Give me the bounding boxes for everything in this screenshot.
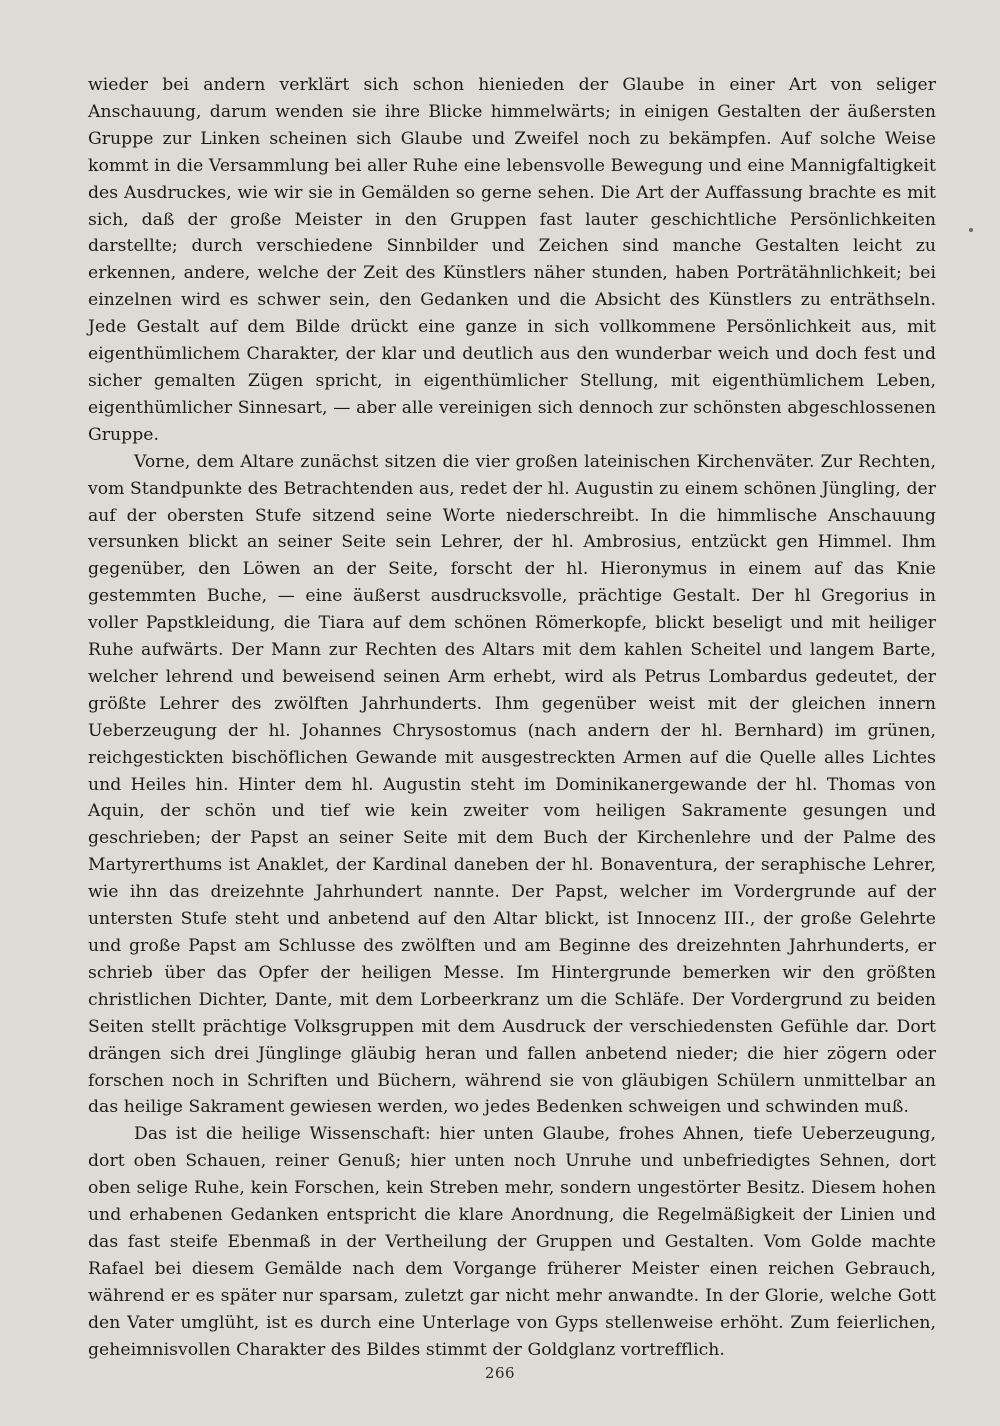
- paragraph-holy-science: Das ist die heilige Wissenschaft: hier unten Glaube, frohes Ahnen, tiefe Ueberzeugung, dort oben Schauen, reiner Genuß; hier unten noch Unruhe und unbefriedigtes Sehnen, dort oben selige Ruhe, kein Forschen, kein Streben mehr, sondern ungestörter Besitz. Diesem hohen und erhabenen Gedanken entspricht die klare Anordnung, die Regelmäßigkeit der Linien und das fast steife Ebenmaß in der Vertheilung der Gruppen und Gestalten. Vom Golde machte Rafael bei diesem Gemälde nach dem Vorgange früherer Meister einen reichen Gebrauch, während er es später nur sparsam, zuletzt gar nicht mehr anwandte. In der Glorie, welche Gott den Vater umglüht, ist es durch eine Unterlage von Gyps stellenweise erhöht. Zum feierlichen, geheimnisvollen Charakter des Bildes stimmt der Goldglanz vortrefflich.: [88, 1124, 936, 1360]
- body-text: [88, 72, 936, 1364]
- page-number: 266: [484, 1364, 516, 1382]
- paragraph-continuation: wieder bei andern verklärt sich schon hienieden der Glaube in einer Art von seliger Anschauung, darum wenden sie ihre Blicke himmelwärts; in einigen Gestalten der äußersten Gruppe zur Linken scheinen sich Glaube und Zweifel noch zu bekämpfen. Auf solche Weise kommt in die Versammlung bei aller Ruhe eine lebensvolle Bewegung und eine Mannigfaltigkeit des Ausdruckes, wie wir sie in Gemälden so gerne sehen. Die Art der Auffassung brachte es mit sich, daß der große Meister in den Gruppen fast lauter geschichtliche Persönlichkeiten darstellte; durch verschiedene Sinnbilder und Zeichen sind manche Gestalten leicht zu erkennen, andere, welche der Zeit des Künstlers näher stunden, haben Porträtähnlichkeit; bei einzelnen wird es schwer sein, den Gedanken und die Absicht des Künstlers zu enträthseln. Jede Gestalt auf dem Bilde drückt eine ganze in sich vollkommene Persönlichkeit aus, mit eigenthümlichem Charakter, der klar und deutlich aus den wunderbar weich und doch fest und sicher gemalten Zügen spricht, in eigenthümlicher Stellung, mit eigenthümlichem Leben, eigenthümlicher Sinnesart, — aber alle vereinigen sich dennoch zur schönsten abgeschlossenen Gruppe.: [88, 75, 936, 445]
- paragraph-church-fathers: Vorne, dem Altare zunächst sitzen die vier großen lateinischen Kirchenväter. Zur Rechten, vom Standpunkte des Betrachtenden aus, redet der hl. Augustin zu einem schönen Jüngling, der auf der obersten Stufe sitzend seine Worte niederschreibt. In die himmlische Anschauung versunken blickt an seiner Seite sein Lehrer, der hl. Ambrosius, entzückt gen Himmel. Ihm gegenüber, den Löwen an der Seite, forscht der hl. Hieronymus in einem auf das Knie gestemmten Buche, — eine äußerst ausdrucksvolle, prächtige Gestalt. Der hl Gregorius in voller Papstkleidung, die Tiara auf dem schönen Römerkopfe, blickt beseligt und mit heiliger Ruhe aufwärts. Der Mann zur Rechten des Altars mit dem kahlen Scheitel und langem Barte, welcher lehrend und beweisend seinen Arm erhebt, wird als Petrus Lombardus gedeutet, der größte Lehrer des zwölften Jahrhunderts. Ihm gegenüber weist mit der gleichen innern Ueberzeugung der hl. Johannes Chrysostomus (nach andern der hl. Bernhard) im grünen, reichgestickten bischöflichen Gewande mit ausgestreckten Armen auf die Quelle alles Lichtes und Heiles hin. Hinter dem hl. Augustin steht im Dominikanergewande der hl. Thomas von Aquin, der schön und tief wie kein zweiter vom heiligen Sakramente gesungen und geschrieben; der Papst an seiner Seite mit dem Buch der Kirchenlehre und der Palme des Martyrerthums ist Anaklet, der Kardinal daneben der hl. Bonaventura, der seraphische Lehrer, wie ihn das dreizehnte Jahrhundert nannte. Der Papst, welcher im Vordergrunde auf der untersten Stufe steht und anbetend auf den Altar blickt, ist Innocenz III., der große Gelehrte und große Papst am Schlusse des zwölften und am Beginne des dreizehnten Jahrhunderts, er schrieb über das Opfer der heiligen Messe. Im Hintergrunde bemerken wir den größten christlichen Dichter, Dante, mit dem Lorbeerkranz um die Schläfe. Der Vordergrund zu beiden Seiten stellt prächtige Volksgruppen mit dem Ausdruck der verschiedensten Gefühle dar. Dort drängen sich drei Jünglinge gläubig heran und fallen anbetend nieder; die hier zögern oder forschen noch in Schriften und Büchern, während sie von gläubigen Schülern unmittelbar an das heilige Sakrament gewiesen werden, wo jedes Bedenken schweigen und schwinden muß.: [88, 451, 936, 1118]
- paper-speck: [969, 228, 973, 232]
